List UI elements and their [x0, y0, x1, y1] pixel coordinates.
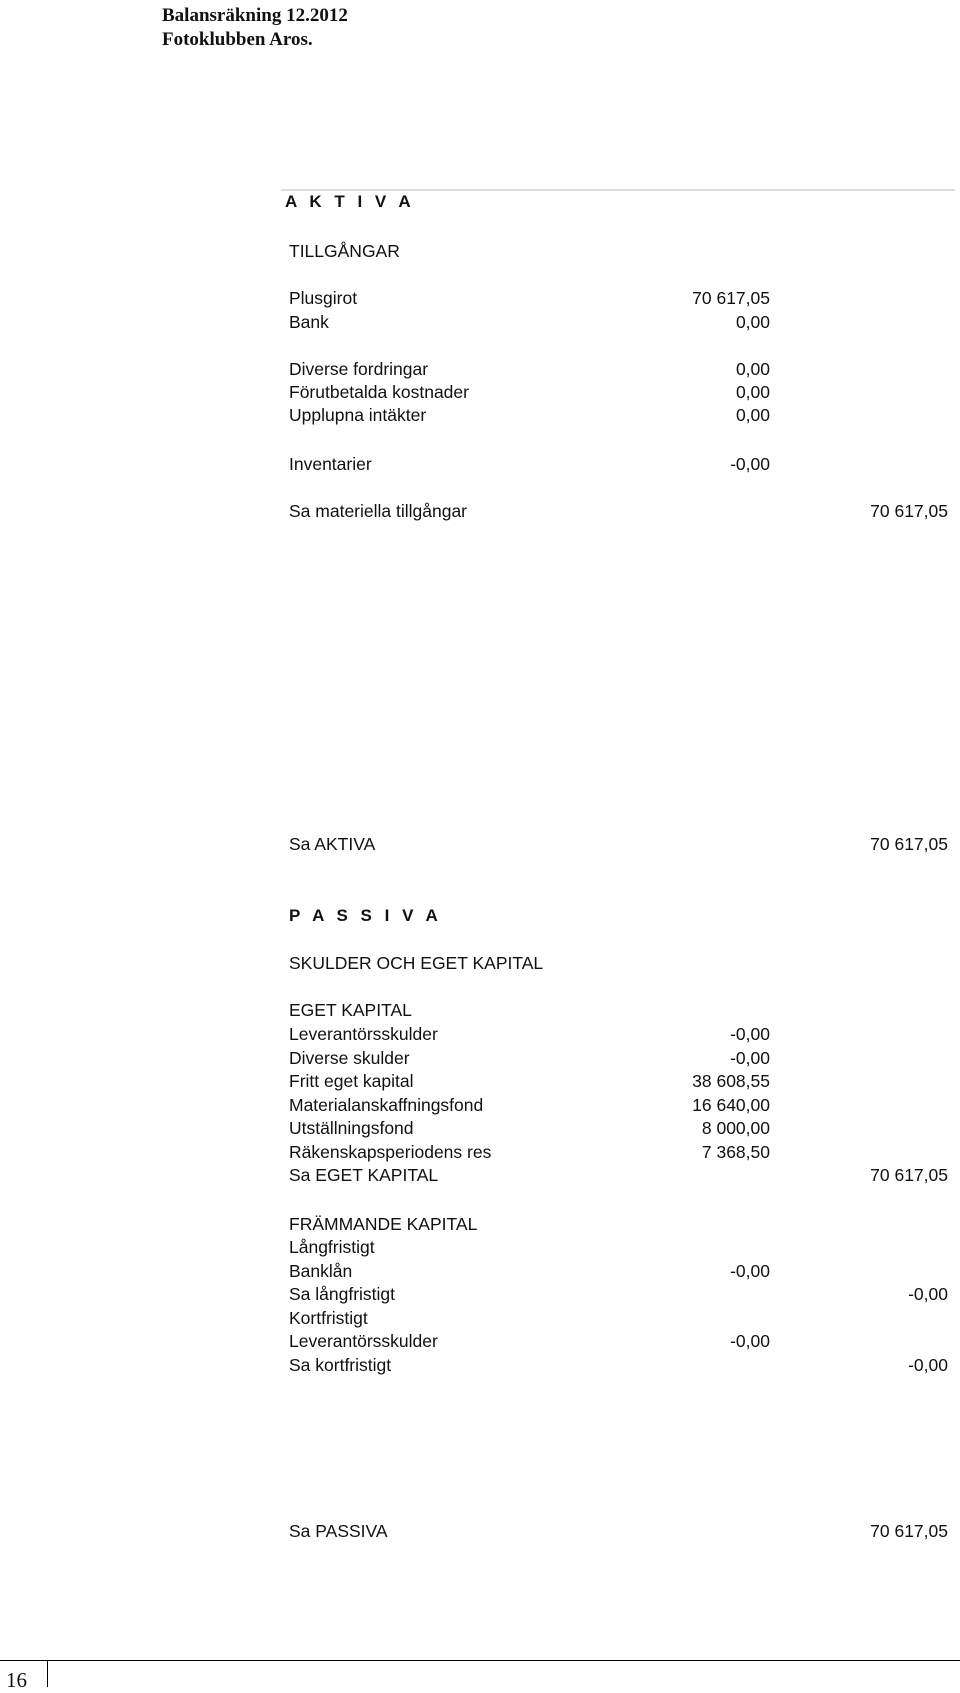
- sum-materiella-value: 70 617,05: [870, 501, 948, 521]
- row-value: 0,00: [735, 382, 770, 402]
- row-value: 38 608,55: [692, 1071, 770, 1091]
- footer-divider: [0, 1660, 960, 1661]
- row-label: Bank: [289, 312, 329, 332]
- sum-kortfristigt-label: Sa kortfristigt: [289, 1355, 392, 1375]
- sum-aktiva-label: Sa AKTIVA: [289, 834, 376, 854]
- row-label: Leverantörsskulder: [289, 1331, 438, 1351]
- row-value: 0,00: [735, 405, 770, 425]
- row-label: Materialanskaffningsfond: [289, 1095, 484, 1115]
- page-number: 16: [6, 1668, 27, 1692]
- tillgangar-heading: TILLGÅNGAR: [289, 241, 400, 261]
- passiva-heading: P A S S I V A: [289, 906, 442, 925]
- langfristigt-heading: Långfristigt: [289, 1237, 375, 1257]
- row-value: -0,00: [730, 454, 770, 474]
- row-value: 8 000,00: [701, 1118, 770, 1138]
- row-label: Utställningsfond: [289, 1118, 414, 1138]
- row-value: 70 617,05: [692, 288, 770, 308]
- organization-name: Fotoklubben Aros.: [162, 29, 313, 50]
- row-label: Inventarier: [289, 454, 372, 474]
- frammande-kapital-heading: FRÄMMANDE KAPITAL: [289, 1214, 478, 1234]
- row-value: -0,00: [730, 1261, 770, 1281]
- row-value: -0,00: [730, 1331, 770, 1351]
- row-label: Diverse fordringar: [289, 359, 429, 379]
- eget-kapital-heading: EGET KAPITAL: [289, 1000, 412, 1020]
- row-value: -0,00: [730, 1024, 770, 1044]
- row-value: 16 640,00: [692, 1095, 770, 1115]
- row-value: 0,00: [735, 312, 770, 332]
- row-label: Fritt eget kapital: [289, 1071, 414, 1091]
- sum-eget-kapital-label: Sa EGET KAPITAL: [289, 1165, 439, 1185]
- row-value: 7 368,50: [701, 1142, 770, 1162]
- skulder-eget-kapital-heading: SKULDER OCH EGET KAPITAL: [289, 953, 544, 973]
- row-label: Upplupna intäkter: [289, 405, 427, 425]
- sum-materiella-label: Sa materiella tillgångar: [289, 501, 468, 521]
- sum-passiva-value: 70 617,05: [870, 1521, 948, 1541]
- row-label: Diverse skulder: [289, 1048, 410, 1068]
- row-label: Plusgirot: [289, 288, 358, 308]
- row-label: Leverantörsskulder: [289, 1024, 438, 1044]
- row-label: Förutbetalda kostnader: [289, 382, 469, 402]
- sum-aktiva-value: 70 617,05: [870, 834, 948, 854]
- kortfristigt-heading: Kortfristigt: [289, 1308, 368, 1328]
- row-label: Räkenskapsperiodens res: [289, 1142, 492, 1162]
- row-label: Banklån: [289, 1261, 353, 1281]
- row-value: 0,00: [735, 359, 770, 379]
- row-value: -0,00: [730, 1048, 770, 1068]
- divider: [281, 189, 955, 191]
- sum-kortfristigt-value: -0,00: [908, 1355, 948, 1375]
- document-title: Balansräkning 12.2012: [162, 5, 348, 26]
- sum-eget-kapital-value: 70 617,05: [870, 1165, 948, 1185]
- aktiva-heading: A K T I V A: [285, 192, 415, 211]
- sum-passiva-label: Sa PASSIVA: [289, 1521, 388, 1541]
- sum-langfristigt-value: -0,00: [908, 1284, 948, 1304]
- sum-langfristigt-label: Sa långfristigt: [289, 1284, 396, 1304]
